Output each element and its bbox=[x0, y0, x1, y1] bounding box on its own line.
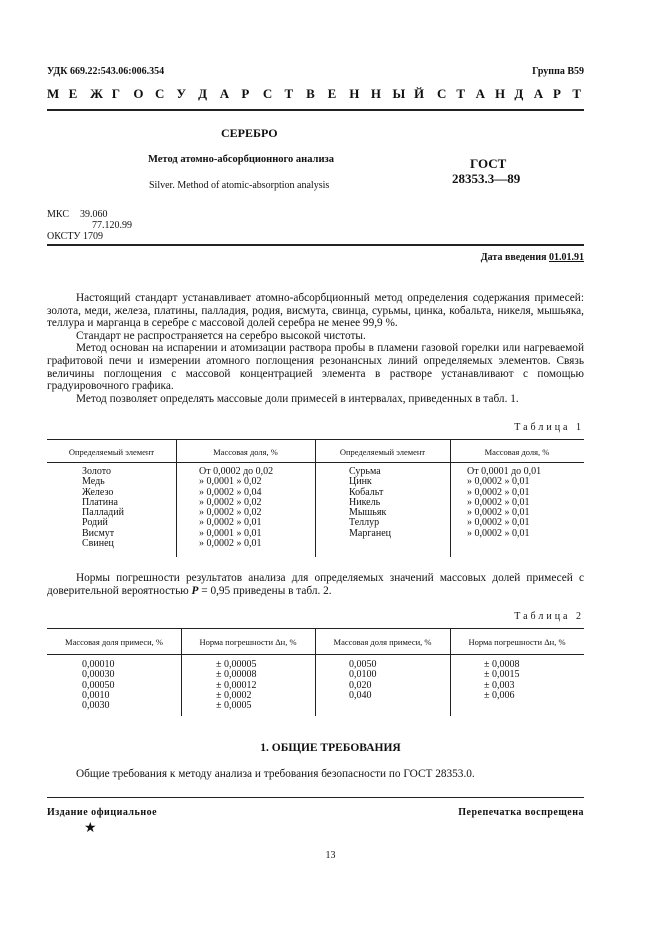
table-cell-range: » 0,0002 » 0,01 bbox=[199, 517, 262, 529]
page-number: 13 bbox=[325, 850, 336, 861]
table1-left-values bbox=[199, 467, 273, 549]
table-cell-range: » 0,0002 » 0,01 bbox=[467, 517, 530, 529]
okstu-code: ОКСТУ 1709 bbox=[47, 231, 104, 242]
table-cell-element: Теллур bbox=[349, 517, 380, 529]
table1-label: Таблица 1 bbox=[514, 422, 584, 433]
header-letter: Н bbox=[495, 86, 506, 101]
table-cell-error: ± 0,006 bbox=[484, 689, 515, 701]
table2-right-values bbox=[484, 660, 520, 701]
header-letter: Р bbox=[241, 86, 250, 101]
header-letter: Ж bbox=[90, 86, 104, 101]
intro-paragraphs bbox=[47, 292, 584, 405]
table1-header-fraction-2: Массовая доля, % bbox=[484, 447, 550, 457]
header-letter: Ы bbox=[392, 86, 406, 101]
table-cell-element: Мышьяк bbox=[349, 507, 387, 519]
table-cell-element: Кобальт bbox=[349, 486, 384, 498]
table2-header-error: Норма погрешности Δн, % bbox=[199, 637, 297, 647]
gost-label: ГОСТ bbox=[470, 156, 507, 171]
table-cell-range: » 0,0001 » 0,02 bbox=[199, 476, 262, 488]
edition-label: Издание официальное bbox=[47, 807, 158, 818]
table-cell-element: Сурьма bbox=[349, 466, 381, 477]
table-cell-fraction: 0,00010 bbox=[82, 659, 115, 670]
table1-right-rows bbox=[349, 467, 391, 539]
paragraph-scope: Настоящий стандарт устанавливает атомно-абсорбционный метод определения содержания примесей: золота, меди, железа, платины, палладия, родия, висмута, свинца, сурьмы, цинка, кобальта, никеля, мышьяка, теллура и марганца в серебре с массовой долей серебра не менее 99,9 %. bbox=[47, 292, 584, 330]
table-cell-element: Железо bbox=[82, 486, 114, 498]
header-letter: С bbox=[154, 86, 165, 101]
table-cell-fraction: 0,0100 bbox=[349, 669, 377, 681]
table2-header-fraction: Массовая доля примеси, % bbox=[65, 637, 163, 647]
header-letter: В bbox=[306, 86, 315, 101]
table-cell-element: Родий bbox=[82, 517, 108, 529]
table-cell-fraction: 0,00050 bbox=[82, 679, 115, 691]
paragraph-method: Метод основан на испарении и атомизации раствора пробы в пламени газовой горелки или нагреваемой графитовой печи и измерении атомного поглощения резонансных линий определяемых элементов. Связь величины поглощения с массовой концентрацией элемента в растворе устанавливают с помощью градуировочного графика. bbox=[47, 342, 584, 393]
table-cell-range: » 0,0002 » 0,02 bbox=[199, 496, 262, 508]
table-cell-range: » 0,0002 » 0,01 bbox=[467, 527, 530, 539]
table-cell-error: ± 0,003 bbox=[484, 679, 515, 691]
table-cell-range: » 0,0002 » 0,01 bbox=[199, 538, 262, 550]
table-cell-element: Золото bbox=[82, 466, 111, 477]
intro-date bbox=[481, 252, 584, 263]
title-divider bbox=[47, 244, 584, 246]
table-cell-fraction: 0,0050 bbox=[349, 659, 377, 670]
header-letter: Н bbox=[370, 86, 381, 101]
star-icon: ★ bbox=[84, 821, 97, 836]
table-cell-error: ± 0,0005 bbox=[216, 700, 252, 712]
table-cell-element: Никель bbox=[349, 496, 381, 508]
header-divider bbox=[47, 109, 584, 111]
table-cell-error: ± 0,0008 bbox=[484, 659, 520, 670]
intro-date-label: Дата введения bbox=[480, 252, 547, 263]
header-letter: А bbox=[533, 86, 544, 101]
table-cell-fraction: 0,020 bbox=[349, 679, 372, 691]
header-letter: А bbox=[475, 86, 486, 101]
mks-label: МКС bbox=[47, 209, 69, 220]
table2-left-rows bbox=[82, 660, 115, 711]
table1-header-element: Определяемый элемент bbox=[68, 447, 155, 457]
gost-number: 28353.3—89 bbox=[452, 171, 521, 186]
paragraph-ranges: Метод позволяет определять массовые доли примесей в интервалах, приведенных в табл. 1. bbox=[76, 392, 519, 405]
table-cell-range: » 0,0002 » 0,01 bbox=[467, 496, 530, 508]
table-cell-range: » 0,0002 » 0,02 bbox=[199, 507, 262, 519]
table-cell-fraction: 0,040 bbox=[349, 689, 372, 701]
header-letter: Й bbox=[414, 86, 425, 101]
header-letter: Р bbox=[553, 86, 561, 101]
table2-right-rows bbox=[349, 660, 377, 701]
udk-code: УДК 669.22:543.06:006.354 bbox=[47, 66, 165, 77]
table1-header-fraction: Массовая доля, % bbox=[213, 447, 278, 457]
table1-header-element-2: Определяемый элемент bbox=[339, 447, 426, 457]
table2-header-error-2: Норма погрешности Δн, % bbox=[468, 637, 566, 647]
reprint-label: Перепечатка воспрещена bbox=[458, 807, 584, 818]
document-subtitle: Метод атомно-абсорбционного анализа bbox=[148, 154, 334, 165]
header-letter: С bbox=[437, 86, 447, 101]
header-letter: Н bbox=[349, 86, 360, 101]
table-cell-range: » 0,0002 » 0,01 bbox=[467, 507, 530, 519]
header-letter: У bbox=[176, 86, 187, 101]
table2-label: Таблица 2 bbox=[514, 611, 584, 622]
table1-right-values bbox=[467, 467, 541, 539]
header-letter: Е bbox=[327, 86, 337, 101]
table-cell-element: Цинк bbox=[349, 476, 372, 488]
header-letter: Т bbox=[284, 86, 294, 101]
table-cell-error: ± 0,0015 bbox=[484, 669, 520, 681]
table1-left-rows bbox=[82, 467, 124, 549]
table-cell-element: Свинец bbox=[82, 538, 114, 550]
paragraph-exclusion: Стандарт не распространяется на серебро высокой чистоты. bbox=[76, 329, 366, 342]
section1-title: 1. ОБЩИЕ ТРЕБОВАНИЯ bbox=[260, 742, 401, 754]
paragraph-norms: Нормы погрешности результатов анализа для определяемых значений массовых долей примесей с доверительной вероятностью P = 0,95 приведены в табл. 2. bbox=[47, 572, 584, 597]
table-cell-element: Палладий bbox=[82, 507, 124, 519]
header-letter: Г bbox=[111, 86, 121, 101]
table2-header-fraction-2: Массовая доля примеси, % bbox=[333, 637, 432, 647]
header-letter: С bbox=[262, 86, 273, 101]
norms-paragraph-block bbox=[47, 572, 584, 597]
table2-left-values bbox=[216, 660, 257, 711]
table-cell-error: ± 0,00008 bbox=[216, 669, 257, 681]
english-title: Silver. Method of atomic-absorption analysis bbox=[149, 180, 330, 191]
standard-header-title bbox=[47, 86, 584, 102]
table-cell-fraction: 0,0010 bbox=[82, 689, 110, 701]
header-letter: Д bbox=[198, 86, 208, 101]
table-cell-fraction: 0,00030 bbox=[82, 669, 115, 681]
group-code: Группа В59 bbox=[532, 66, 584, 77]
table-cell-error: ± 0,00005 bbox=[216, 659, 257, 670]
table-cell-element: Висмут bbox=[82, 527, 115, 539]
table-cell-range: От 0,0002 до 0,02 bbox=[199, 466, 274, 477]
table-cell-error: ± 0,00012 bbox=[216, 679, 257, 691]
section1-text: Общие требования к методу анализа и требования безопасности по ГОСТ 28353.0. bbox=[76, 768, 475, 780]
header-letter: О bbox=[133, 86, 144, 101]
table-cell-range: От 0,0001 до 0,01 bbox=[467, 466, 542, 477]
mks-code-2: 77.120.99 bbox=[92, 220, 132, 231]
footer-rule bbox=[47, 797, 584, 798]
table-cell-range: » 0,0001 » 0,01 bbox=[199, 527, 262, 539]
table-cell-range: » 0,0002 » 0,04 bbox=[199, 486, 262, 498]
header-letter: Д bbox=[514, 86, 524, 101]
document-title: СЕРЕБРО bbox=[221, 126, 278, 140]
table-cell-error: ± 0,0002 bbox=[216, 689, 252, 701]
probability-symbol: P bbox=[191, 584, 199, 597]
table-cell-range: » 0,0002 » 0,01 bbox=[467, 486, 530, 498]
table-cell-element: Платина bbox=[82, 496, 118, 508]
mks-code-1: 39.060 bbox=[80, 209, 108, 220]
header-letter: А bbox=[219, 86, 230, 101]
header-letter: М bbox=[47, 86, 60, 101]
intro-date-value: 01.01.91 bbox=[549, 252, 584, 263]
table-cell-fraction: 0,0030 bbox=[82, 700, 110, 712]
header-letter: Т bbox=[456, 86, 465, 101]
table-cell-range: » 0,0002 » 0,01 bbox=[467, 476, 530, 488]
header-letter: Т bbox=[572, 86, 582, 101]
table-cell-element: Медь bbox=[82, 476, 105, 488]
header-letter: Е bbox=[68, 86, 78, 101]
table-cell-element: Марганец bbox=[349, 527, 392, 539]
